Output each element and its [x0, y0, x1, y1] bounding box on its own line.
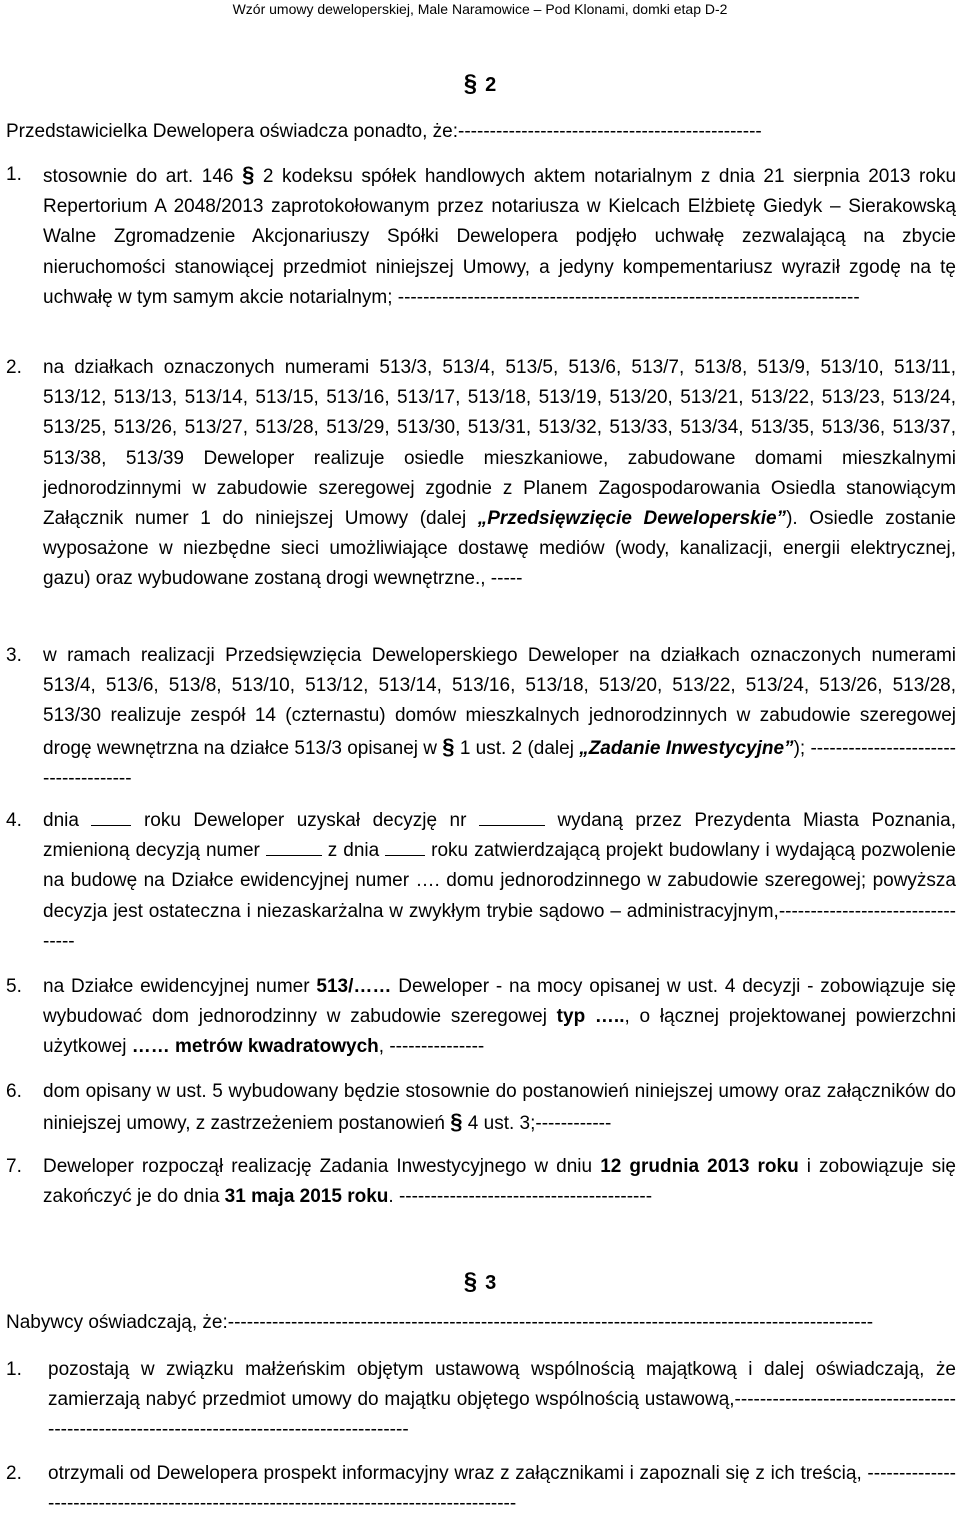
section-3-heading	[0, 1268, 960, 1296]
item-text: dom opisany w ust. 5 wybudowany będzie stosownie do postanowień niniejszej umowy oraz załączników do niniejszej umowy, z zastrzeżeniem postanowień § 4 ust. 3;------------	[43, 1081, 956, 1135]
blank-field	[266, 837, 322, 856]
item-text: dnia roku Deweloper uzyskał decyzję nr wydaną przez Prezydenta Miasta Poznania, zmienioną decyzją numer z dnia roku zatwierdzającą projekt budowlany i wydającą pozwolenie na budowę na Działce ewidencyjnej numer …. domu jednorodzinnego w zabudowie szeregowej; powyższa decyzja jest ostateczna i niezaskarżalna w zwykłym trybie sądowo – administracyjnym,---------------------------------	[43, 806, 956, 957]
item-number: 2.	[6, 1463, 22, 1484]
document-title: Wzór umowy deweloperskiej, Male Naramowice – Pod Klonami, domki etap D-2	[232, 1, 728, 17]
item-number: 2.	[6, 357, 22, 378]
section-2-item-3	[6, 641, 956, 794]
section-2-item-6	[6, 1077, 956, 1139]
item-text: stosownie do art. 146 § 2 kodeksu spółek handlowych aktem notarialnym z dnia 21 sierpnia 2013 roku Repertorium A 2048/2013 zaprotokołowanym przez notariusza w Kielcach Elżbietę Giedyk – Sierakowską Walne Zgromadzenie Akcjonariuszy Spółki Dewelopera podjęło uchwałę zezwalającą na zbycie nieruchomości stanowiącej przedmiot niniejszej Umowy, a jedyny kompementariusz wyraził zgodę na tę uchwałę w tym samym akcie notarialnym; -------------------------------------------------------------------------	[43, 162, 957, 308]
item-number: 1.	[6, 164, 22, 185]
section-2-intro: Przedstawicielka Dewelopera oświadcza ponadto, że:------------------------------------------------	[6, 121, 762, 142]
page-header	[0, 0, 960, 22]
paragraph-symbol: §	[463, 1268, 478, 1295]
item-text: na działkach oznaczonych numerami 513/3, 513/4, 513/5, 513/6, 513/7, 513/8, 513/9, 513/10, 513/11, 513/12, 513/13, 513/14, 513/15, 513/16, 513/17, 513/18, 513/19, 513/20, 513/21, 513/22, 513/23, 513/24, 513/25, 513/26, 513/27, 513/28, 513/29, 513/30, 513/31, 513/32, 513/33, 513/34, 513/35, 513/36, 513/37, 513/38, 513/39 Deweloper realizuje osiedle mieszkaniowe, zabudowane domami mieszkalnymi jednorodzinnymi w zabudowie szeregowej zgodnie z Planem Zagospodarowania Osiedla stanowiącym Załącznik numer 1 do niniejszej Umowy (dalej „Przedsięwzięcie Deweloperskie”). Osiedle zostanie wyposażone w niezbędne sieci umożliwiające dostawę mediów (wody, kanalizacji, energii elektrycznej, gazu) oraz wybudowane zostaną drogi wewnętrzne., -----	[43, 357, 956, 590]
item-text: na Działce ewidencyjnej numer 513/…… Deweloper - na mocy opisanej w ust. 4 decyzji - zobowiązuje się wybudować dom jednorodzinny w zabudowie szeregowej typ ….., o łącznej projektowanej powierzchni użytkowej …… metrów kwadratowych, ---------------	[43, 976, 957, 1058]
item-text: otrzymali od Dewelopera prospekt informacyjny wraz z załącznikami i zapoznali się z ich treścią, ----------------------------------------------------------------------------------------	[48, 1463, 957, 1515]
item-number: 5.	[6, 976, 22, 997]
paragraph-symbol: §	[463, 70, 478, 97]
blank-field	[479, 807, 545, 826]
section-2-heading	[0, 70, 960, 98]
item-number: 1.	[6, 1359, 22, 1380]
section-3-item-2	[6, 1459, 956, 1519]
section-number: 3	[485, 1272, 497, 1294]
item-number: 3.	[6, 645, 22, 666]
defined-term: „Przedsięwzięcie Deweloperskie”	[477, 508, 787, 530]
section-3-item-1	[6, 1355, 956, 1446]
blank-field	[91, 807, 131, 826]
item-number: 7.	[6, 1156, 22, 1177]
section-2-item-1	[6, 160, 956, 313]
section-2-item-2	[6, 353, 956, 595]
blank-field	[385, 837, 425, 856]
item-text: Deweloper rozpoczął realizację Zadania Inwestycyjnego w dniu 12 grudnia 2013 roku i zobowiązuje się zakończyć je do dnia 31 maja 2015 roku. ----------------------------------------	[43, 1156, 956, 1208]
section-2-item-5	[6, 972, 956, 1063]
item-text: pozostają w związku małżeńskim objętym ustawową wspólnością majątkową i dalej oświadczają, że zamierzają nabyć przedmiot umowy do majątku objętego wspólnością ustawową,--------------------------------------------------------------------------------------------	[48, 1359, 956, 1441]
section-2-item-7	[6, 1152, 956, 1212]
section-2-item-4	[6, 806, 956, 957]
item-text: w ramach realizacji Przedsięwzięcia Deweloperskiego Deweloper na działkach oznaczonych numerami 513/4, 513/6, 513/8, 513/10, 513/12, 513/14, 513/16, 513/18, 513/20, 513/22, 513/24, 513/26, 513/28, 513/30 realizuje zespół 14 (czternastu) domów mieszkalnych jednorodzinnych w zabudowie szeregowej drogę wewnętrzna na działce 513/3 opisanej w § 1 ust. 2 (dalej „Zadanie Inwestycyjne”); -------------------------------------	[43, 645, 956, 789]
defined-term: „Zadanie Inwestycyjne”	[579, 737, 794, 759]
section-3-intro: Nabywcy oświadczają, że:------------------------------------------------------------------------------------------------------	[6, 1312, 874, 1333]
item-number: 6.	[6, 1081, 22, 1102]
section-number: 2	[485, 74, 497, 96]
item-number: 4.	[6, 810, 22, 831]
